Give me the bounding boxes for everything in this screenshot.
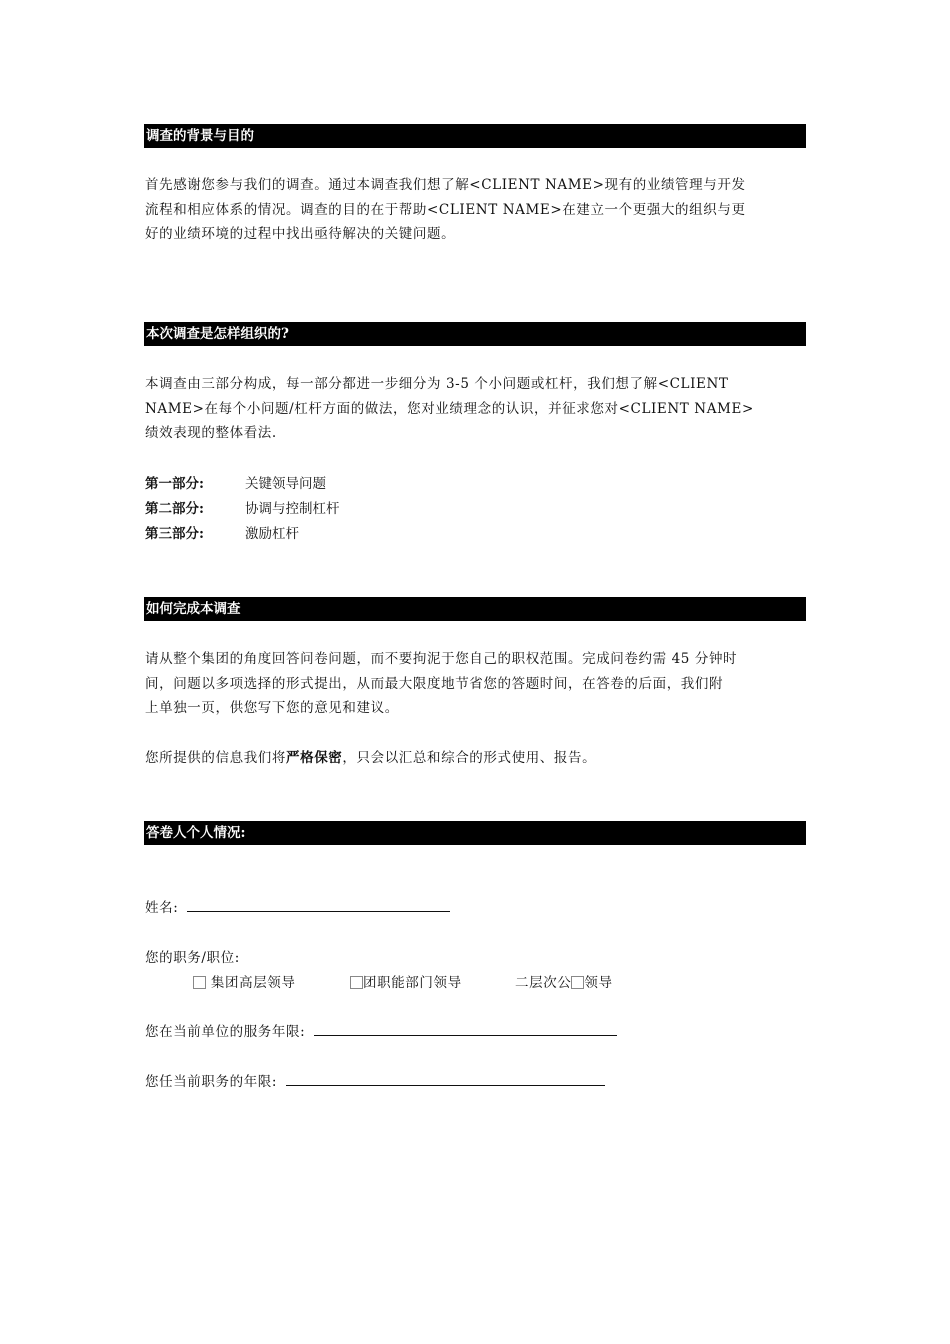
- position-label: 您的职务/职位:: [145, 950, 240, 966]
- option-second-level[interactable]: [515, 971, 613, 995]
- part-label: 第二部分:: [145, 501, 204, 517]
- section-header-organization: 本次调查是怎样组织的?: [144, 322, 806, 346]
- option-label-before: 二层次公: [515, 975, 572, 991]
- paragraph-line: 好的业绩环境的过程中找出亟待解决的关键问题。: [145, 226, 456, 242]
- tenure-position-blank-line[interactable]: [286, 1071, 605, 1086]
- part-item-1: [145, 472, 326, 497]
- name-field-row: [145, 896, 450, 920]
- paragraph-line: 请从整个集团的角度回答问卷问题，而不要拘泥于您自己的职权范围。完成问卷约需 45 分钟时: [145, 651, 738, 667]
- paragraph-line: [145, 746, 809, 771]
- confidential-before: 您所提供的信息我们将: [145, 750, 286, 766]
- section-header-howto: 如何完成本调查: [144, 597, 806, 621]
- part-item-2: [145, 497, 340, 522]
- part-value: 协调与控制杠杆: [245, 501, 340, 517]
- option-label: 团职能部门领导: [363, 975, 462, 991]
- paragraph-line: 本调查由三部分构成，每一部分都进一步细分为 3-5 个小问题或杠杆，我们想了解<CLIENT: [145, 376, 729, 392]
- paragraph-line: 流程和相应体系的情况。调查的目的在于帮助<CLIENT NAME>在建立一个更强大的组织与更: [145, 201, 746, 218]
- tenure-unit-row: [145, 1020, 617, 1044]
- paragraph-line: 间，问题以多项选择的形式提出，从而最大限度地节省您的答题时间，在答卷的后面，我们附: [145, 675, 724, 692]
- part-value: 关键领导问题: [245, 476, 326, 492]
- option-label-after: 领导: [584, 975, 613, 991]
- confidential-emphasis: 严格保密: [286, 750, 343, 766]
- part-label: 第一部分:: [145, 476, 204, 492]
- confidential-after: ，只会以汇总和综合的形式使用、报告。: [342, 750, 597, 766]
- tenure-unit-blank-line[interactable]: [314, 1021, 617, 1036]
- part-value: 激励杠杆: [245, 526, 299, 542]
- paragraph-line: NAME>在每个小问题/杠杆方面的做法，您对业绩理念的认识，并征求您对<CLIENT NAME>: [145, 400, 754, 417]
- paragraph-line: 首先感谢您参与我们的调查。通过本调查我们想了解<CLIENT NAME>现有的业绩管理与开发: [145, 177, 746, 193]
- organization-paragraph: [145, 372, 809, 446]
- background-paragraph: [145, 173, 809, 247]
- name-label: 姓名:: [145, 900, 179, 916]
- paragraph-line: 绩效表现的整体看法.: [145, 425, 277, 441]
- name-blank-line[interactable]: [187, 897, 450, 912]
- howto-paragraph: [145, 647, 809, 721]
- checkbox[interactable]: [571, 976, 584, 989]
- part-label: 第三部分:: [145, 526, 204, 542]
- confidentiality-note: [145, 746, 809, 771]
- position-label-row: [145, 946, 240, 970]
- option-group-senior[interactable]: [193, 971, 296, 995]
- section-header-respondent: 答卷人个人情况:: [144, 821, 806, 845]
- section-header-background: 调查的背景与目的: [144, 124, 806, 148]
- checkbox[interactable]: [350, 976, 363, 989]
- part-item-3: [145, 522, 299, 547]
- tenure-position-label: 您任当前职务的年限:: [145, 1074, 278, 1090]
- option-dept-leader[interactable]: [350, 971, 462, 995]
- option-label: 集团高层领导: [210, 975, 296, 991]
- tenure-unit-label: 您在当前单位的服务年限:: [145, 1024, 306, 1040]
- checkbox[interactable]: [193, 976, 206, 989]
- tenure-position-row: [145, 1070, 605, 1094]
- paragraph-line: 上单独一页，供您写下您的意见和建议。: [145, 700, 399, 716]
